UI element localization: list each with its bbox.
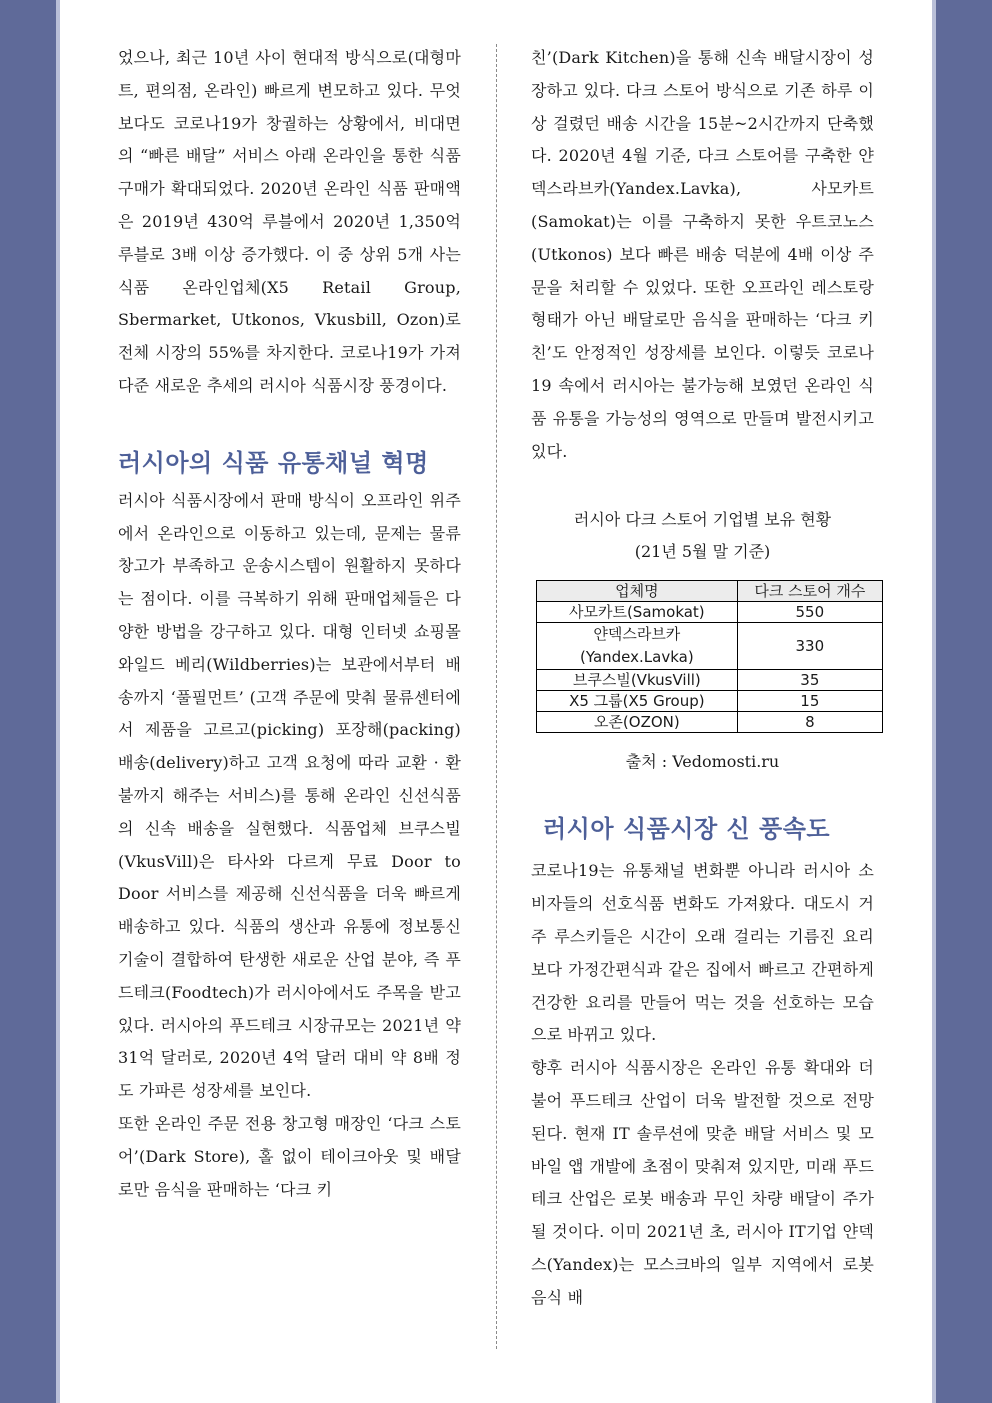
table-source: 출처 : Vedomosti.ru — [625, 752, 780, 772]
table-row — [537, 623, 883, 670]
right-decorative-band — [932, 0, 992, 1403]
table-cell-count: 330 — [737, 623, 882, 670]
table-caption-line2: (21년 5월 말 기준) — [634, 542, 771, 562]
table-cell-count: 15 — [737, 691, 882, 712]
table-row — [537, 712, 883, 733]
table-header-company: 업체명 — [537, 581, 738, 602]
paragraph-darkstore-cont: 친’(Dark Kitchen)을 통해 신속 배달시장이 성장하고 있다. 다크 스토어 방식으로 기존 하루 이상 걸렸던 배송 시간을 15분~2시간까지 단축했다. 2020년 4월 기준, 다크 스토어를 구축한 얀덱스라브카(Yandex.Lavka), 사모카트(Samokat)는 이를 구축하지 못한 우트코노스(Utkonos) 보다 빠른 배송 덕분에 4배 이상 주문을 처리할 수 있었다. 또한 오프라인 레스토랑 형태가 아닌 배달로만 음식을 판매하는 ‘다크 키친’도 안정적인 성장세를 보인다. 이렇듯 코로나19 속에서 러시아는 불가능해 보였던 온라인 식품 유통을 가능성의 영역으로 만들며 발전시키고 있다. — [531, 48, 874, 461]
table-cell-company: 얀덱스라브카 (Yandex.Lavka) — [537, 623, 738, 670]
table-header-row — [537, 581, 883, 602]
table-cell-company: 사모카트(Samokat) — [537, 602, 738, 623]
section-title-channel: 러시아의 식품 유통채널 혁명 — [118, 448, 429, 477]
table-cell-count: 550 — [737, 602, 882, 623]
table-row — [537, 602, 883, 623]
paragraph-intro: 었으나, 최근 10년 사이 현대적 방식으로(대형마트, 편의점, 온라인) 빠르게 변모하고 있다. 무엇보다도 코로나19가 창궐하는 상황에서, 비대면의 “빠른 배달” 서비스 아래 온라인을 통한 식품 구매가 확대되었다. 2020년 온라인 식품 판매액은 2019년 430억 루블에서 2020년 1,350억 루블로 3배 이상 증가했다. 이 중 상위 5개 사는 식품 온라인업체(X5 Retail Group, Sbermarket, Utkonos, Vkusbill, Ozon)로 전체 시장의 55%를 차지한다. 코로나19가 가져다준 새로운 추세의 러시아 식품시장 풍경이다. — [118, 48, 461, 395]
left-band-edge — [56, 0, 60, 1403]
table-cell-count: 8 — [737, 712, 882, 733]
table-caption-line1: 러시아 다크 스토어 기업별 보유 현황 — [573, 510, 832, 530]
paragraph-channel: 러시아 식품시장에서 판매 방식이 오프라인 위주에서 온라인으로 이동하고 있는데, 문제는 물류창고가 부족하고 운송시스템이 원활하지 못하다는 점이다. 이를 극복하기 위해 판매업체들은 다양한 방법을 강구하고 있다. 대형 인터넷 쇼핑몰 와일드 베리(Wildberries)는 보관에서부터 배송까지 ‘풀필먼트’ (고객 주문에 맞춰 물류센터에서 제품을 고르고(picking) 포장해(packing) 배송(delivery)하고 고객 요청에 따라 교환 · 환불까지 해주는 서비스)를 통해 온라인 신선식품의 신속 배송을 실현했다. 식품업체 브쿠스빌(VkusVill)은 타사와 다르게 무료 Door to Door 서비스를 제공해 신선식품을 더욱 빠르게 배송하고 있다. 식품의 생산과 유통에 정보통신 기술이 결합하여 탄생한 새로운 산업 분야, 즉 푸드테크(Foodtech)가 러시아에서도 주목을 받고 있다. 러시아의 푸드테크 시장규모는 2021년 약 31억 달러로, 2020년 4억 달러 대비 약 8배 정도 가파른 성장세를 보인다. — [118, 490, 461, 1101]
table-row — [537, 691, 883, 712]
left-decorative-band — [0, 0, 60, 1403]
column-divider — [496, 44, 497, 1349]
table-caption — [531, 504, 874, 568]
right-band-edge — [932, 0, 936, 1403]
paragraph-darkstore-start: 또한 온라인 주문 전용 창고형 매장인 ‘다크 스토어’(Dark Store), 홀 없이 테이크아웃 및 배달로만 음식을 판매하는 ‘다크 키 — [118, 1113, 461, 1199]
table-cell-company: 오존(OZON) — [537, 712, 738, 733]
right-column — [531, 42, 874, 1315]
table-cell-count: 35 — [737, 670, 882, 691]
table-header-count: 다크 스토어 개수 — [737, 581, 882, 602]
section-title-trend: 러시아 식품시장 신 풍속도 — [543, 815, 831, 844]
left-column — [118, 42, 461, 1206]
paragraph-trend: 코로나19는 유통채널 변화뿐 아니라 러시아 소비자들의 선호식품 변화도 가져왔다. 대도시 거주 루스키들은 시간이 오래 걸리는 기름진 요리보다 가정간편식과 같은 집에서 빠르고 간편하게 건강한 요리를 만들어 먹는 것을 선호하는 모습으로 바뀌고 있다. — [531, 861, 874, 1045]
table-row — [537, 670, 883, 691]
darkstore-table — [536, 580, 883, 733]
table-cell-company: 브쿠스빌(VkusVill) — [537, 670, 738, 691]
paragraph-future: 향후 러시아 식품시장은 온라인 유통 확대와 더불어 푸드테크 산업이 더욱 발전할 것으로 전망된다. 현재 IT 솔루션에 맞춘 배달 서비스 및 모바일 앱 개발에 초점이 맞춰져 있지만, 미래 푸드테크 산업은 로봇 배송과 무인 차량 배달이 주가 될 것이다. 이미 2021년 초, 러시아 IT기업 얀덱스(Yandex)는 모스크바의 일부 지역에서 로봇 음식 배 — [531, 1058, 874, 1307]
table-cell-company: X5 그룹(X5 Group) — [537, 691, 738, 712]
